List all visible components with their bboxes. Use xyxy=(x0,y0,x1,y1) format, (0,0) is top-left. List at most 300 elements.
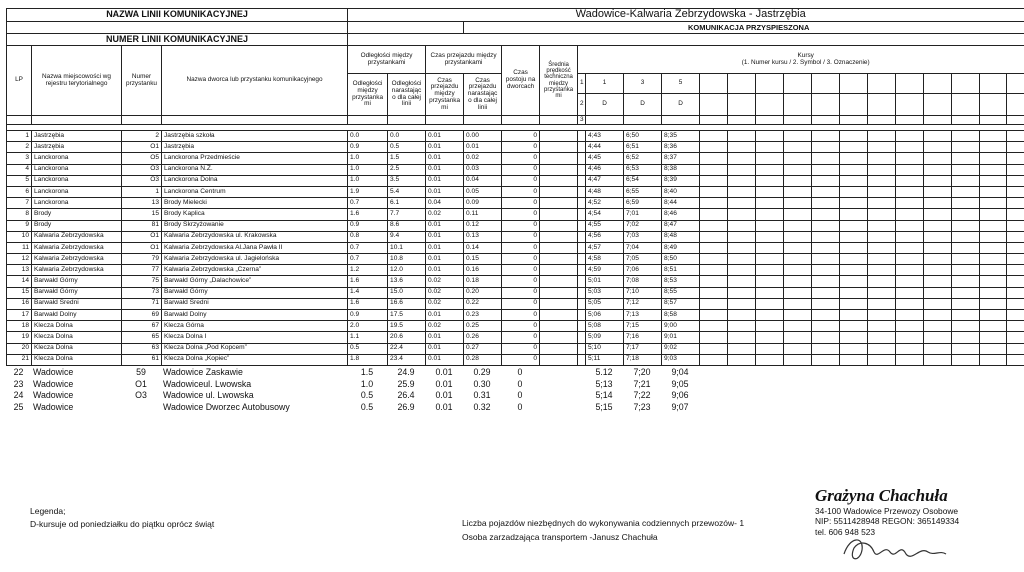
row-dist-between: 1.2 xyxy=(348,265,388,276)
row-dist-cum: 24.9 xyxy=(397,367,415,378)
row-spacer xyxy=(578,343,586,354)
row-stop-name: Klecza Górna xyxy=(162,321,348,332)
row-empty-cell xyxy=(840,175,868,186)
row-dist-cum: 19.5 xyxy=(388,321,426,332)
row-dist-cum: 6.1 xyxy=(388,198,426,209)
row-spacer xyxy=(577,401,585,413)
row-empty-cell xyxy=(868,343,896,354)
row-empty-cell xyxy=(700,298,728,309)
row-course-3: 9;02 xyxy=(662,343,700,354)
row-stop-name: Wadowice Zaskawie xyxy=(163,367,243,378)
row-empty-cell xyxy=(784,298,812,309)
row-time-cum: 0.16 xyxy=(464,265,502,276)
row-spacer xyxy=(578,209,586,220)
table-row xyxy=(7,220,1024,231)
row-stop-time: 0 xyxy=(502,321,540,332)
row-empty-cell xyxy=(840,186,868,197)
row-stop-time: 0 xyxy=(517,367,523,378)
row-empty-cell xyxy=(980,287,1007,298)
row-empty-cell xyxy=(728,231,756,242)
row-locality: Klecza Dolna xyxy=(32,321,122,332)
row-empty-cell xyxy=(728,354,756,365)
row-empty-cell xyxy=(1007,310,1024,321)
row-empty-cell xyxy=(868,276,896,287)
row-empty-cell xyxy=(952,142,980,153)
row-empty-cell xyxy=(756,209,784,220)
row-empty-cell xyxy=(840,354,868,365)
row-empty-cell xyxy=(896,254,924,265)
row-empty-cell xyxy=(728,209,756,220)
row-stop-name: Wadowice Dworzec Autobusowy xyxy=(163,401,290,412)
table-row xyxy=(7,298,1024,309)
row-stop-no: 67 xyxy=(122,321,162,332)
row-empty-cell xyxy=(868,198,896,209)
row-time-cum: 0.27 xyxy=(464,343,502,354)
row-empty-cell xyxy=(700,242,728,253)
row-avg-speed xyxy=(540,220,578,231)
row-lp: 15 xyxy=(7,287,32,298)
row-avg-speed xyxy=(540,343,578,354)
row-course-2: 7;02 xyxy=(624,220,662,231)
row-course-3: 8;55 xyxy=(662,287,700,298)
row-empty-cell xyxy=(756,142,784,153)
row-spacer xyxy=(578,254,586,265)
row-time-cum: 0.05 xyxy=(464,186,502,197)
row-empty-cell xyxy=(756,198,784,209)
row-stop-time: 0 xyxy=(502,142,540,153)
row-empty-cell xyxy=(756,153,784,164)
row-locality: Lanckorona xyxy=(32,164,122,175)
row-empty-cell xyxy=(784,276,812,287)
row-spacer xyxy=(578,242,586,253)
row-empty-cell xyxy=(896,220,924,231)
row-stop-no: 75 xyxy=(122,276,162,287)
row-empty-cell xyxy=(924,298,952,309)
row-empty-cell xyxy=(812,164,840,175)
col-time-between: Czas przejazdu między przystanka mi xyxy=(426,74,464,116)
row-stop-name: Jastrzębia xyxy=(162,142,348,153)
row-stop-no: 69 xyxy=(122,310,162,321)
row-empty-cell xyxy=(1007,265,1024,276)
row-empty-cell xyxy=(952,310,980,321)
col-time-group: Czas przejazdu między przystankami xyxy=(426,46,502,74)
stamp-line-3: tel. 606 948 523 xyxy=(815,526,876,537)
row-course-2: 7;15 xyxy=(624,321,662,332)
row-empty-cell xyxy=(784,332,812,343)
row-course-2: 7;17 xyxy=(624,343,662,354)
row-dist-between: 0.8 xyxy=(348,231,388,242)
row-stop-name: Wadowice ul. Lwowska xyxy=(163,390,254,401)
row-stop-no: O1 xyxy=(122,242,162,253)
row-empty-cell xyxy=(896,310,924,321)
row-lp: 14 xyxy=(7,276,32,287)
row-stop-time: 0 xyxy=(502,254,540,265)
row-dist-between: 1.4 xyxy=(348,287,388,298)
row-course-1: 5;15 xyxy=(595,401,613,412)
table-row xyxy=(7,198,1024,209)
row-filler xyxy=(699,367,1024,379)
row-empty-cell xyxy=(700,198,728,209)
row-empty-cell xyxy=(896,276,924,287)
row-time-between: 0.02 xyxy=(426,276,464,287)
row-spacer xyxy=(577,367,585,379)
row-empty-cell xyxy=(868,354,896,365)
row-dist-between: 1.0 xyxy=(348,175,388,186)
row-stop-time: 0 xyxy=(502,343,540,354)
row-locality: Wadowice xyxy=(33,378,74,389)
row-lp: 3 xyxy=(7,153,32,164)
row-empty-cell xyxy=(896,332,924,343)
row-lp: 18 xyxy=(7,321,32,332)
row-time-cum: 0.22 xyxy=(464,298,502,309)
row-empty-cell xyxy=(924,354,952,365)
row-avg-speed xyxy=(540,321,578,332)
row-stop-time: 0 xyxy=(502,164,540,175)
row-course-2: 7;18 xyxy=(624,354,662,365)
col-dist-between: Odległości między przystanka mi xyxy=(348,74,388,116)
row-dist-between: 0.7 xyxy=(348,242,388,253)
row-stop-time: 0 xyxy=(502,131,540,142)
row-course-2: 6;50 xyxy=(624,131,662,142)
row-empty-cell xyxy=(924,242,952,253)
row-empty-cell xyxy=(924,220,952,231)
row-stop-time: 0 xyxy=(502,198,540,209)
row-time-between: 0.01 xyxy=(426,332,464,343)
row-dist-between: 1.6 xyxy=(348,298,388,309)
row-time-cum: 0.25 xyxy=(464,321,502,332)
row-empty-cell xyxy=(840,220,868,231)
row-empty-cell xyxy=(700,220,728,231)
row-empty-cell xyxy=(840,321,868,332)
row-empty-cell xyxy=(728,153,756,164)
row-time-cum: 0.09 xyxy=(464,198,502,209)
row-empty-cell xyxy=(924,153,952,164)
type-blank xyxy=(348,22,464,34)
row-avg-speed xyxy=(540,298,578,309)
row-course-1: 4;57 xyxy=(586,242,624,253)
row-stop-name: Lanckorona Przedmieście xyxy=(162,153,348,164)
row-avg-speed xyxy=(540,354,578,365)
row-empty-cell xyxy=(756,242,784,253)
row-empty-cell xyxy=(784,198,812,209)
row-course-1: 4;48 xyxy=(586,186,624,197)
row-empty-cell xyxy=(784,242,812,253)
row-dist-between: 1.0 xyxy=(348,153,388,164)
row-empty-cell xyxy=(756,164,784,175)
row-empty-cell xyxy=(812,265,840,276)
row-lp: 20 xyxy=(7,343,32,354)
row-empty-cell xyxy=(700,254,728,265)
row-empty-cell xyxy=(756,310,784,321)
row-empty-cell xyxy=(728,164,756,175)
row-empty-cell xyxy=(980,298,1007,309)
row-empty-cell xyxy=(840,332,868,343)
row-empty-cell xyxy=(756,321,784,332)
row-avg-speed xyxy=(540,186,578,197)
row-empty-cell xyxy=(924,321,952,332)
row-empty-cell xyxy=(700,276,728,287)
row-filler xyxy=(699,390,1024,402)
col-dist-cum: Odległości narastając o dla całej linii xyxy=(388,74,426,116)
row-empty-cell xyxy=(896,242,924,253)
row-lp: 23 xyxy=(13,378,24,389)
row-dist-between: 1.0 xyxy=(360,378,374,389)
row-course-3: 8;39 xyxy=(662,175,700,186)
row-empty-cell xyxy=(952,321,980,332)
row-lp: 6 xyxy=(7,186,32,197)
row-dist-cum: 20.6 xyxy=(388,332,426,343)
row-stop-no: 71 xyxy=(122,298,162,309)
row-empty-cell xyxy=(868,254,896,265)
row-avg-speed xyxy=(539,390,577,402)
row-empty-cell xyxy=(840,142,868,153)
row-empty-cell xyxy=(924,343,952,354)
row-course-2: 6;53 xyxy=(624,164,662,175)
table-row xyxy=(7,131,1024,142)
row-locality: Kalwaria Zebrzydowska xyxy=(32,231,122,242)
row-empty-cell xyxy=(980,142,1007,153)
row-avg-speed xyxy=(540,198,578,209)
row-empty-cell xyxy=(868,186,896,197)
row-empty-cell xyxy=(896,343,924,354)
row-empty-cell xyxy=(980,220,1007,231)
row-avg-speed xyxy=(540,131,578,142)
row-stop-time: 0 xyxy=(502,242,540,253)
row-empty-cell xyxy=(700,265,728,276)
row-empty-cell xyxy=(728,310,756,321)
row-time-between: 0.04 xyxy=(426,198,464,209)
row-empty-cell xyxy=(840,153,868,164)
row-empty-cell xyxy=(756,220,784,231)
row-spacer xyxy=(578,220,586,231)
row-time-between: 0.01 xyxy=(426,242,464,253)
row-spacer xyxy=(578,131,586,142)
row-empty-cell xyxy=(840,254,868,265)
row-empty-cell xyxy=(1007,220,1024,231)
row-stop-time: 0 xyxy=(517,401,523,412)
row-spacer xyxy=(578,276,586,287)
row-stop-no: 61 xyxy=(122,354,162,365)
row-empty-cell xyxy=(924,186,952,197)
row-empty-cell xyxy=(812,220,840,231)
row-course-2: 7;10 xyxy=(624,287,662,298)
row-course-1: 4;54 xyxy=(586,209,624,220)
row-spacer xyxy=(577,378,585,390)
row-empty-cell xyxy=(952,231,980,242)
col-lp: LP xyxy=(7,46,32,116)
row-empty-cell xyxy=(1007,242,1024,253)
row-stop-name: Kalwaria Zebrzydowska ul. Krakowska xyxy=(162,231,348,242)
row-locality: Brody xyxy=(32,209,122,220)
row-stop-no: 13 xyxy=(122,198,162,209)
row-dist-cum: 16.6 xyxy=(388,298,426,309)
row-empty-cell xyxy=(700,354,728,365)
row-empty-cell xyxy=(756,343,784,354)
row-lp: 19 xyxy=(7,332,32,343)
row-empty-cell xyxy=(980,265,1007,276)
row-empty-cell xyxy=(952,131,980,142)
row-empty-cell xyxy=(728,276,756,287)
row-avg-speed xyxy=(540,142,578,153)
row-empty-cell xyxy=(1007,354,1024,365)
row-time-between: 0.01 xyxy=(435,401,453,412)
row-empty-cell xyxy=(812,198,840,209)
row-course-2: 7;13 xyxy=(624,310,662,321)
row-empty-cell xyxy=(728,186,756,197)
row-dist-between: 0.9 xyxy=(348,142,388,153)
row-stop-no: 77 xyxy=(122,265,162,276)
row-empty-cell xyxy=(868,265,896,276)
row-avg-speed xyxy=(540,265,578,276)
row-empty-cell xyxy=(728,298,756,309)
row-empty-cell xyxy=(980,175,1007,186)
row-stop-name: Barwałd Średni xyxy=(162,298,348,309)
legend-title: Legenda; xyxy=(30,506,66,516)
row-time-between: 0.02 xyxy=(426,321,464,332)
line-name-blank xyxy=(7,22,348,34)
manager-note: Osoba zarzadzająca transportem -Janusz Chachuła xyxy=(462,532,658,542)
row-empty-cell xyxy=(784,321,812,332)
kursy-title: Kursy xyxy=(797,51,814,59)
row-empty-cell xyxy=(896,164,924,175)
row-lp: 1 xyxy=(7,131,32,142)
vehicles-note: Liczba pojazdów niezbędnych do wykonywania codziennych przewozów- 1 xyxy=(462,518,745,528)
row-empty-cell xyxy=(896,321,924,332)
row-empty-cell xyxy=(896,298,924,309)
row-lp: 9 xyxy=(7,220,32,231)
row-course-2: 7;05 xyxy=(624,254,662,265)
row-stop-no: 59 xyxy=(136,367,146,378)
row-stop-time: 0 xyxy=(502,186,540,197)
row-empty-cell xyxy=(812,231,840,242)
row-stop-time: 0 xyxy=(502,287,540,298)
row-empty-cell xyxy=(896,287,924,298)
row-stop-name: Jastrzębia szkoła xyxy=(162,131,348,142)
row-empty-cell xyxy=(952,332,980,343)
row-stop-name: Lanckorona Centrum xyxy=(162,186,348,197)
row-empty-cell xyxy=(952,186,980,197)
row-dist-between: 1.0 xyxy=(348,164,388,175)
row-empty-cell xyxy=(952,198,980,209)
row-stop-name: Barwałd Górny „Dalachowice” xyxy=(162,276,348,287)
row-empty-cell xyxy=(1007,164,1024,175)
row-dist-between: 1.1 xyxy=(348,332,388,343)
row-stop-time: 0 xyxy=(517,378,523,389)
handwritten-signature xyxy=(840,530,950,568)
row-empty-cell xyxy=(896,153,924,164)
row-course-2: 6;55 xyxy=(624,186,662,197)
row-empty-cell xyxy=(728,242,756,253)
row-stop-time: 0 xyxy=(502,209,540,220)
row-course-1: 5;13 xyxy=(595,378,613,389)
row-dist-cum: 13.6 xyxy=(388,276,426,287)
row-empty-cell xyxy=(840,287,868,298)
row-empty-cell xyxy=(728,220,756,231)
row-course-2: 6;59 xyxy=(624,198,662,209)
row-empty-cell xyxy=(728,254,756,265)
row-dist-between: 1.9 xyxy=(348,186,388,197)
table-row-large xyxy=(6,367,1024,379)
row-time-cum: 0.15 xyxy=(464,254,502,265)
row-empty-cell xyxy=(952,175,980,186)
row-stop-no: O1 xyxy=(122,142,162,153)
table-row xyxy=(7,209,1024,220)
row-locality: Lanckorona xyxy=(32,198,122,209)
row-empty-cell xyxy=(980,209,1007,220)
row-lp: 17 xyxy=(7,310,32,321)
row-empty-cell xyxy=(728,198,756,209)
row-course-3: 9;03 xyxy=(662,354,700,365)
course-symbol-3: D xyxy=(662,94,700,116)
row-course-3: 8;44 xyxy=(662,198,700,209)
table-row-large xyxy=(6,401,1024,413)
row-avg-speed xyxy=(539,378,577,390)
row-empty-cell xyxy=(980,198,1007,209)
row-empty-cell xyxy=(980,186,1007,197)
row-empty-cell xyxy=(700,209,728,220)
row-empty-cell xyxy=(924,276,952,287)
row-spacer xyxy=(578,198,586,209)
row-lp: 12 xyxy=(7,254,32,265)
row-time-cum: 0.26 xyxy=(464,332,502,343)
row-empty-cell xyxy=(812,354,840,365)
row-dist-cum: 9.4 xyxy=(388,231,426,242)
row-lp: 11 xyxy=(7,242,32,253)
row-locality: Klecza Dolna xyxy=(32,354,122,365)
row-empty-cell xyxy=(868,175,896,186)
row-course-3: 8;36 xyxy=(662,142,700,153)
row-empty-cell xyxy=(812,298,840,309)
row-empty-cell xyxy=(840,131,868,142)
row-empty-cell xyxy=(756,298,784,309)
table-row xyxy=(7,265,1024,276)
row-empty-cell xyxy=(952,287,980,298)
row-dist-between: 2.0 xyxy=(348,321,388,332)
row-stop-name: Kalwaria Zebrzydowska Al.Jana Pawła II xyxy=(162,242,348,253)
table-row xyxy=(7,175,1024,186)
row-empty-cell xyxy=(868,321,896,332)
row-empty-cell xyxy=(980,332,1007,343)
row-empty-cell xyxy=(980,343,1007,354)
sub-num-2: 2 xyxy=(578,94,586,116)
row-dist-between: 1.6 xyxy=(348,209,388,220)
table-row xyxy=(7,186,1024,197)
kursy-subtitle: (1. Numer kursu / 2. Symbol / 3. Oznaczenie) xyxy=(741,58,870,66)
row-time-between: 0.02 xyxy=(426,298,464,309)
row-avg-speed xyxy=(540,153,578,164)
row-empty-cell xyxy=(1007,231,1024,242)
row-course-3: 8;47 xyxy=(662,220,700,231)
row-dist-cum: 8.6 xyxy=(388,220,426,231)
row-locality: Lanckorona xyxy=(32,175,122,186)
row-empty-cell xyxy=(980,231,1007,242)
row-locality: Barwałd Górny xyxy=(32,287,122,298)
row-time-between: 0.01 xyxy=(426,153,464,164)
row-empty-cell xyxy=(700,153,728,164)
row-empty-cell xyxy=(1007,186,1024,197)
row-empty-cell xyxy=(784,287,812,298)
row-empty-cell xyxy=(924,198,952,209)
row-stop-no: 73 xyxy=(122,287,162,298)
row-empty-cell xyxy=(784,164,812,175)
row-spacer xyxy=(578,287,586,298)
row-stop-name: Lanckorona Dolna xyxy=(162,175,348,186)
row-course-2: 7;22 xyxy=(633,390,651,401)
row-time-cum: 0.29 xyxy=(473,367,491,378)
row-dist-between: 0.5 xyxy=(348,343,388,354)
row-course-3: 9;05 xyxy=(671,378,689,389)
row-empty-cell xyxy=(896,231,924,242)
